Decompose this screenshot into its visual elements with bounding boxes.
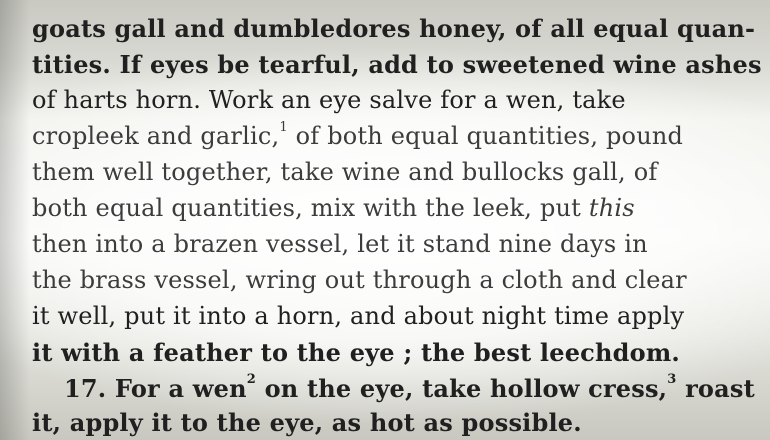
text-line-8 [32, 266, 687, 294]
item-number: 17. [64, 374, 107, 403]
line-text: of harts horn. Work an eye salve for a wen, take [32, 86, 626, 114]
italic-word: this [588, 194, 635, 222]
line-text: then into a brazen vessel, let it stand nine days in [32, 230, 648, 258]
footnote-marker-3: 3 [667, 372, 677, 387]
text-line-9 [32, 302, 684, 330]
footnote-marker-1: 1 [279, 120, 288, 135]
footnote-marker-2: 2 [246, 372, 256, 387]
item-17-line-2 [32, 408, 582, 437]
line-text: For a wen [114, 374, 247, 403]
line-text: it, apply it to the eye, as hot as possible. [32, 408, 582, 437]
line-text: on the eye, take hollow cress, [264, 374, 668, 403]
text-line-3 [32, 86, 626, 114]
line-text: of both equal quantities, pound [295, 122, 684, 150]
text-line-1 [32, 14, 755, 43]
line-text: both equal quantities, mix with the leek, put [32, 194, 582, 222]
text-line-6 [32, 194, 635, 222]
line-text: them well together, take wine and bullocks gall, of [32, 158, 658, 186]
line-text: roast [685, 374, 755, 403]
line-text: the brass vessel, wring out through a cloth and clear [32, 266, 687, 294]
text-line-2 [32, 50, 762, 79]
page-shadow [0, 0, 30, 440]
text-line-5 [32, 158, 657, 186]
line-text: it with a feather to the eye ; the best leechdom. [32, 338, 680, 367]
text-line-7 [32, 230, 648, 258]
text-line-4 [32, 122, 683, 150]
text-line-10 [32, 338, 680, 367]
line-text: cropleek and garlic, [32, 122, 280, 150]
item-17-line-1 [64, 374, 755, 403]
line-text: it well, put it into a horn, and about night time apply [32, 302, 685, 330]
line-text: tities. If eyes be tearful, add to sweetened wine ashes [32, 50, 762, 79]
line-text: goats gall and dumbledores honey, of all equal quan- [32, 14, 756, 43]
